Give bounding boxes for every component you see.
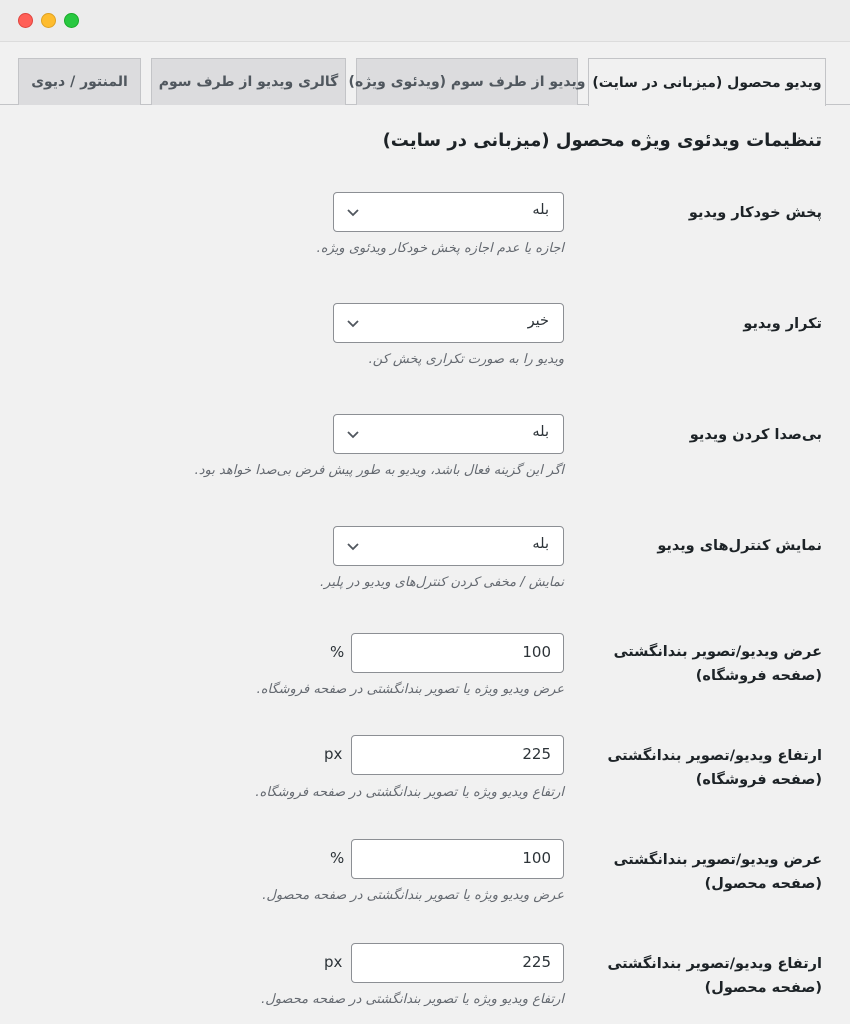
product-height-input[interactable] <box>351 943 564 983</box>
shop-width-label: عرض ویدیو/تصویر بندانگشتی (صفحه فروشگاه) <box>613 644 822 684</box>
mute-description: اگر این گزینه فعال باشد، ویدیو به طور پیش فرض بی‌صدا خواهد بود. <box>194 463 564 478</box>
tab-product-video-self-hosted[interactable]: ویدیو محصول (میزبانی در سایت) <box>588 58 826 106</box>
loop-select[interactable] <box>333 303 564 343</box>
tab-third-party-video[interactable]: ویدیو از طرف سوم (ویدئوی ویژه) <box>356 58 578 105</box>
shop-height-input[interactable] <box>351 735 564 775</box>
product-width-unit: % <box>330 849 345 867</box>
chevron-down-icon <box>344 203 362 221</box>
shop-width-input[interactable] <box>351 633 564 673</box>
autoplay-value: بله <box>532 202 549 218</box>
product-width-description: عرض ویدیو ویژه یا تصویر بندانگشتی در صفحه محصول. <box>262 888 564 903</box>
chevron-down-icon <box>344 537 362 555</box>
controls-value: بله <box>532 536 549 552</box>
autoplay-select[interactable] <box>333 192 564 232</box>
autoplay-description: اجازه یا عدم اجازه پخش خودکار ویدئوی ویژه. <box>316 241 564 256</box>
autoplay-label: پخش خودکار ویدیو <box>688 205 822 221</box>
shop-width-description: عرض ویدیو ویژه یا تصویر بندانگشتی در صفحه فروشگاه. <box>256 682 564 697</box>
tab-third-party-gallery[interactable]: گالری ویدیو از طرف سوم <box>151 58 346 105</box>
close-window-button[interactable] <box>18 13 33 28</box>
maximize-window-button[interactable] <box>64 13 79 28</box>
window-titlebar <box>0 0 850 42</box>
product-width-label: عرض ویدیو/تصویر بندانگشتی (صفحه محصول) <box>613 852 822 892</box>
controls-select[interactable] <box>333 526 564 566</box>
tab-bar <box>0 42 850 105</box>
mute-label: بی‌صدا کردن ویدیو <box>689 427 822 443</box>
controls-label: نمایش کنترل‌های ویدیو <box>657 538 822 554</box>
product-width-value: 100 <box>522 849 551 867</box>
shop-height-value: 225 <box>522 745 551 763</box>
shop-width-unit: % <box>330 643 345 661</box>
product-height-description: ارتفاع ویدیو ویژه یا تصویر بندانگشتی در صفحه محصول. <box>261 992 564 1007</box>
mute-select[interactable] <box>333 414 564 454</box>
product-height-label: ارتفاع ویدیو/تصویر بندانگشتی (صفحه محصول) <box>607 956 822 996</box>
chevron-down-icon <box>344 314 362 332</box>
product-height-unit: px <box>324 953 343 971</box>
loop-value: خیر <box>527 313 549 329</box>
controls-description: نمایش / مخفی کردن کنترل‌های ویدیو در پلیر. <box>320 575 564 590</box>
shop-width-value: 100 <box>522 643 551 661</box>
shop-height-description: ارتفاع ویدیو ویژه یا تصویر بندانگشتی در صفحه فروشگاه. <box>255 785 564 800</box>
loop-label: تکرار ویدیو <box>743 316 822 332</box>
shop-height-label: ارتفاع ویدیو/تصویر بندانگشتی (صفحه فروشگاه) <box>607 748 822 788</box>
shop-height-unit: px <box>324 745 343 763</box>
product-width-input[interactable] <box>351 839 564 879</box>
section-title: تنظیمات ویدئوی ویژه محصول (میزبانی در سایت) <box>382 130 822 151</box>
mute-value: بله <box>532 424 549 440</box>
tab-elementor-divi[interactable]: المنتور / دیوی <box>18 58 141 105</box>
chevron-down-icon <box>344 425 362 443</box>
minimize-window-button[interactable] <box>41 13 56 28</box>
loop-description: ویدیو را به صورت تکراری پخش کن. <box>368 352 564 367</box>
product-height-value: 225 <box>522 953 551 971</box>
